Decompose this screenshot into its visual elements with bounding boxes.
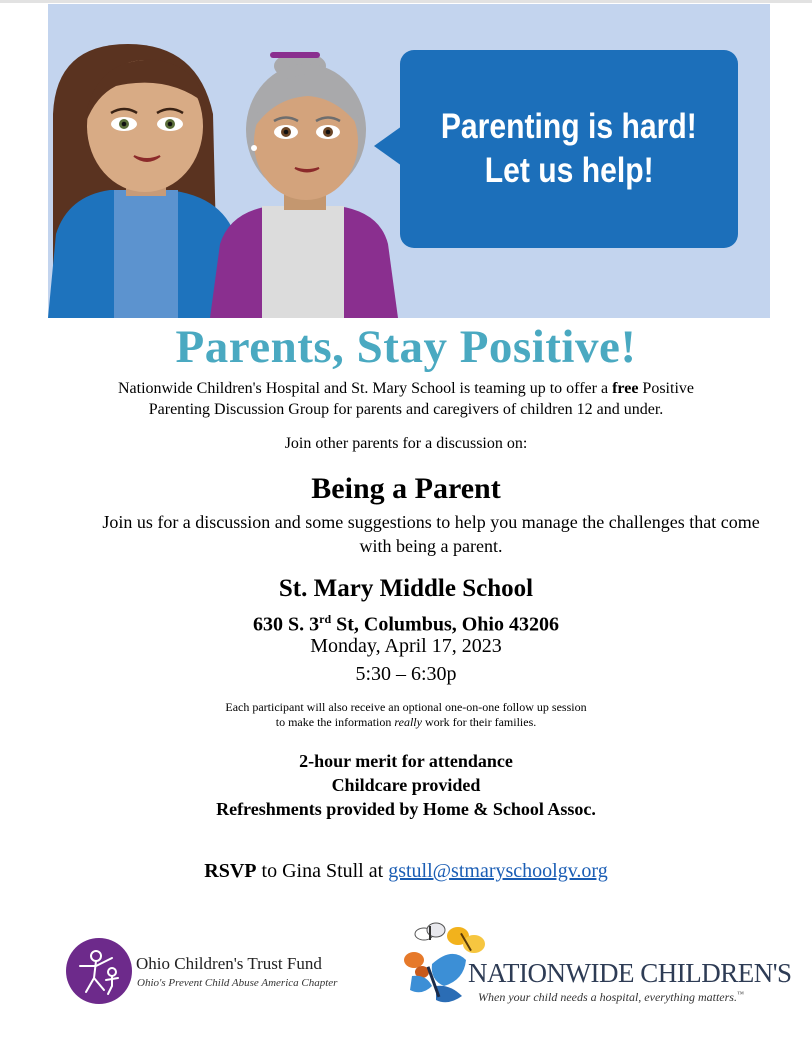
octf-subtitle: Ohio's Prevent Child Abuse America Chapter [137, 977, 338, 989]
perks-list [0, 749, 812, 821]
address-part-a: 630 S. 3 [253, 613, 320, 636]
nationwide-trademark: ™ [736, 990, 744, 998]
bubble-line-1: Parenting is hard! [441, 107, 697, 146]
intro-text-b: Positive [638, 380, 694, 397]
intro-text-c: Parenting Discussion Group for parents and caregivers of children 12 and under. [148, 401, 664, 418]
rsvp-label: RSVP [204, 860, 257, 882]
rsvp-line [0, 857, 812, 885]
event-date: Monday, April 17, 2023 [310, 635, 502, 657]
butterfly-yellow [447, 927, 485, 953]
speech-bubble [400, 50, 738, 248]
intro-text-a: Nationwide Children's Hospital and St. Mary School is teaming up to offer a [118, 380, 613, 397]
bubble-line-2: Let us help! [484, 151, 654, 190]
perk-merit: 2-hour merit for attendance [299, 751, 513, 771]
hero-banner [48, 4, 770, 318]
grandmother-figure [210, 52, 398, 318]
nationwide-childrens-logo [402, 916, 792, 1008]
follow-up-note [0, 700, 812, 730]
join-text: Join other parents for a discussion on: [284, 435, 528, 452]
nationwide-tagline [478, 987, 744, 1004]
perk-refreshments: Refreshments provided by Home & School Assoc. [216, 799, 596, 819]
ohio-childrens-trust-fund-logo [66, 938, 356, 1006]
page-title: Parents, Stay Positive! [175, 321, 637, 373]
octf-emblem-icon [66, 938, 132, 1004]
page-top-border [0, 0, 812, 3]
intro-paragraph [0, 378, 812, 420]
address-part-b: St, Columbus, Ohio 43206 [331, 613, 559, 636]
perk-childcare: Childcare provided [331, 775, 481, 795]
speech-bubble-tail [374, 126, 402, 166]
event-time: 5:30 – 6:30p [355, 663, 457, 685]
rsvp-email-link[interactable]: gstull@stmaryschoolgv.org [388, 860, 608, 882]
butterfly-white [415, 923, 445, 940]
address-superscript: rd [319, 612, 332, 626]
butterfly-orange [404, 952, 429, 978]
nationwide-tagline-text: When your child needs a hospital, everything matters. [478, 990, 737, 1004]
note-line-2b: work for their families. [421, 715, 537, 729]
note-really: really [394, 715, 422, 729]
topic-description: Join us for a discussion and some suggestions to help you manage the challenges that come with being a parent. [102, 512, 760, 556]
nationwide-childrens-name: NATIONWIDE CHILDREN'S [468, 958, 792, 988]
venue-name: St. Mary Middle School [278, 575, 534, 602]
note-line-2a: to make the information [275, 715, 395, 729]
note-line-1: Each participant will also receive an optional one-on-one follow up session [225, 700, 587, 714]
octf-name: Ohio Children's Trust Fund [136, 954, 322, 973]
topic-heading: Being a Parent [311, 472, 501, 505]
intro-free: free [612, 380, 639, 397]
rsvp-text: to Gina Stull at [256, 860, 389, 882]
